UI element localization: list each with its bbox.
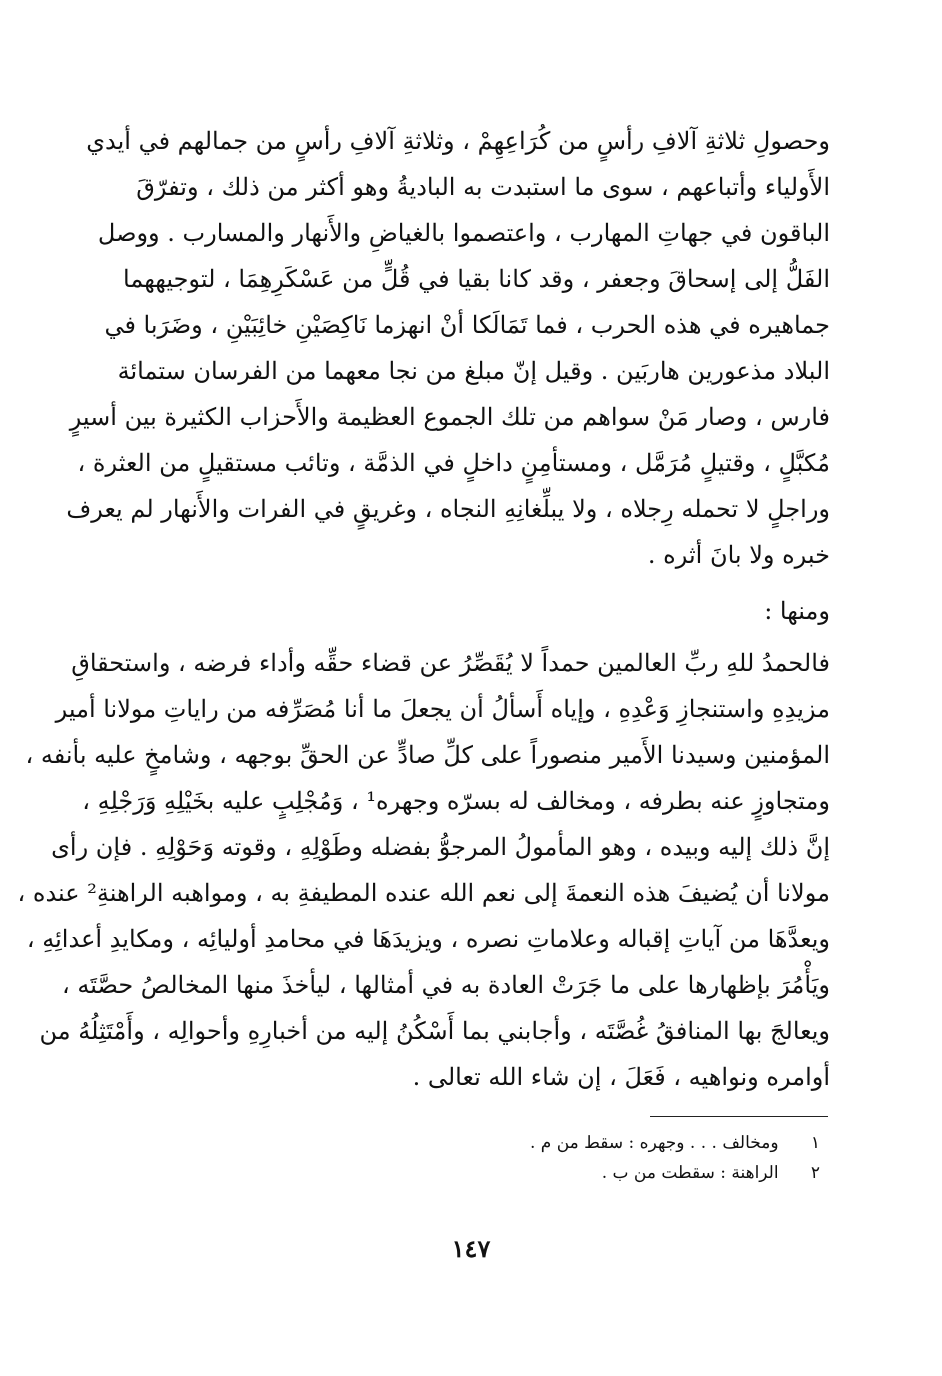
heading-text: ومنها :	[764, 597, 830, 625]
text-line: الفَلُّ إلى إسحاقَ وجعفر ، وقد كانا بقيا في قُلٍّ من عَسْكَرِهِمَا ، لتوجيههما	[123, 265, 830, 293]
text-line: فارس ، وصار مَنْ سواهم من تلك الجموع العظيمة والأَحزاب الكثيرة بين أسيرٍ	[69, 403, 830, 431]
section-heading	[150, 588, 830, 634]
page-number: ١٤٧	[451, 1234, 491, 1263]
footnotes	[300, 1128, 820, 1188]
footnote-text: الراهنة : سقطت من ب .	[601, 1163, 779, 1183]
text-line: إنَّ ذلك إليه وبيده ، وهو المأمولُ المرجوُّ بفضله وطَوْلِهِ ، وقوته وَحَوْلِهِ . فإن رأى	[51, 833, 830, 861]
text-line: البلاد مذعورين هاربَين . وقيل إنّ مبلغ من نجا معهما من الفرسان ستمائة	[117, 357, 830, 385]
text-line: الأَولياء وأتباعهم ، سوى ما استبدت به الباديةُ وهو أكثر من ذلك ، وتفرّقَ	[136, 173, 830, 201]
text-line: ويعدَّهَا من آياتِ إقباله وعلاماتِ نصره ، ويزيدَهَا في محامدِ أوليائِه ، ومكايدِ أعدائِهِ ،	[26, 925, 830, 953]
text-line: ويَأْمُرَ بإظهارها على ما جَرَتْ العادة به في أمثالها ، ليأخذَ منها المخالصُ حصَّتَه ،	[62, 971, 830, 999]
footnote-2	[300, 1158, 820, 1188]
footnote-number: ١	[810, 1133, 820, 1153]
text-line: مُكبَّلٍ ، وقتيلٍ مُرَمَّل ، ومستأمِنٍ داخلٍ في الذمَّة ، وتائب مستقيلٍ من العثرة ،	[77, 449, 830, 477]
text-line: خبره ولا بانَ أثره .	[647, 541, 830, 569]
text-line: مزيدِهِ واستنجازِ وَعْدِهِ ، وإياه أَسألُ أن يجعلَ ما أنا مُصَرِّفه من راياتِ مولانا أمير	[55, 695, 830, 723]
footnote-divider	[650, 1116, 828, 1117]
text-line: الباقون في جهاتِ المهارب ، واعتصموا بالغياضِ والأَنهار والمسارب . ووصل	[97, 219, 830, 247]
text-line: فالحمدُ للهِ ربِّ العالمين حمداً لا يُقَصِّرُ عن قضاء حقِّه وأداء فرضه ، واستحقاقِ	[71, 649, 830, 677]
paragraph-1	[66, 118, 830, 578]
text-line: ومتجاوزٍ عنه بطرفه ، ومخالف له بسرّه وجهره¹ ، وَمُجْلِبٍ عليه بخَيْلِهِ وَرَجْلِهِ ،	[82, 787, 830, 815]
text-line: وراجلٍ لا تحمله رِجلاه ، ولا يبلِّغانِهِ النجاه ، وغريقٍ في الفرات والأَنهار لم يعرف	[66, 495, 830, 523]
footnote-number: ٢	[810, 1163, 820, 1183]
footnote-1	[300, 1128, 820, 1158]
footnote-text: ومخالف . . . وجهره : سقط من م .	[529, 1133, 779, 1153]
text-line: مولانا أن يُضيفَ هذه النعمةَ إلى نعم الله عنده المطيفةِ به ، ومواهبه الراهنةِ² عنده ،	[17, 879, 830, 907]
paragraph-2	[17, 640, 830, 1100]
text-line: وحصولِ ثلاثةِ آلافِ رأسٍ من كُرَاعِهِمْ ، وثلاثةِ آلافِ رأسٍ من جمالهم في أيدي	[86, 127, 830, 155]
text-line: ويعالجَ بها المنافقُ غُصَّتَه ، وأجابني بما أَسْكُنُ إليه من أخبارِهِ وأحوالِه ، وأَمْتَثِلُهُ من	[39, 1017, 830, 1045]
text-line: أوامره ونواهيه ، فَعَلَ ، إن شاء الله تعالى .	[412, 1063, 830, 1091]
text-line: جماهيره في هذه الحرب ، فما تَمَالَكا أنْ انهزما نَاكِصَيْنِ خائِبَيْنِ ، وضَرَبا في	[104, 311, 830, 339]
text-line: المؤمنين وسيدنا الأَمير منصوراً على كلِّ صادٍّ عن الحقِّ بوجهه ، وشامخٍ عليه بأنفه ،	[25, 741, 830, 769]
